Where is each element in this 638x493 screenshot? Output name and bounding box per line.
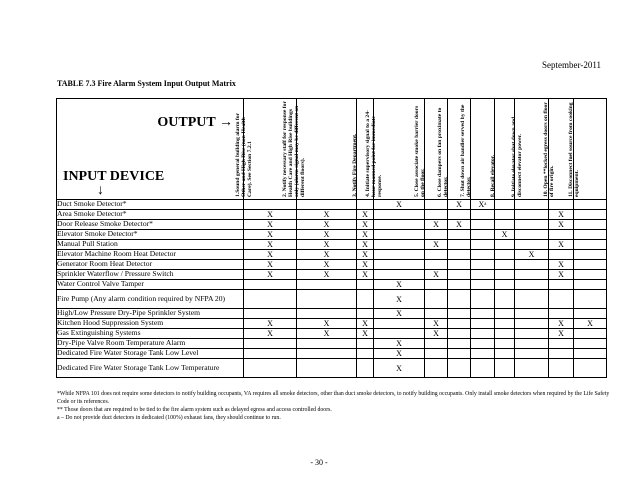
matrix-cell: X: [425, 240, 448, 250]
column-header-label: 11. Disconnect fuel source from cooking equipment.: [568, 102, 580, 197]
matrix-cell: [471, 319, 495, 329]
matrix-cell: [425, 210, 448, 220]
matrix-cell: [495, 220, 515, 230]
matrix-cell: [297, 339, 357, 349]
matrix-cell: X: [425, 329, 448, 339]
matrix-cell: [374, 220, 425, 230]
matrix-cell: X: [549, 210, 574, 220]
matrix-cell: X: [574, 319, 607, 329]
matrix-cell: [515, 220, 549, 230]
matrix-cell: X: [549, 329, 574, 339]
matrix-cell: X: [244, 270, 297, 280]
matrix-cell: [448, 280, 471, 290]
matrix-cell: [574, 349, 607, 359]
table-row: [57, 230, 607, 240]
matrix-cell: [549, 200, 574, 210]
matrix-cell: [471, 359, 495, 378]
column-header-label: 5. Close associate smoke barrier doors on the floor.: [414, 105, 426, 197]
matrix-cell: [374, 319, 425, 329]
column-header-label: 10. Open **locked egress doors on floor of fire origin.: [543, 102, 555, 197]
row-label: Water Control Valve Tamper: [57, 280, 244, 290]
matrix-cell: [574, 329, 607, 339]
matrix-cell: [515, 210, 549, 220]
row-label: Dedicated Fire Water Storage Tank Low Level: [57, 349, 244, 359]
matrix-cell: [425, 309, 448, 319]
matrix-cell: X: [297, 250, 357, 260]
matrix-cell: X: [448, 220, 471, 230]
matrix-cell: [549, 309, 574, 319]
matrix-cell: [495, 309, 515, 319]
matrix-cell: [448, 240, 471, 250]
matrix-cell: [471, 309, 495, 319]
matrix-cell: [495, 319, 515, 329]
table-row: [57, 220, 607, 230]
row-label: Elevator Machine Room Heat Detector: [57, 250, 244, 260]
matrix-cell: [374, 240, 425, 250]
matrix-cell: X: [357, 220, 374, 230]
matrix-cell: [471, 270, 495, 280]
matrix-cell: [515, 240, 549, 250]
matrix-cell: [297, 359, 357, 378]
matrix-cell: [297, 309, 357, 319]
matrix-cell: X: [244, 230, 297, 240]
matrix-cell: X: [425, 270, 448, 280]
matrix-cell: [515, 260, 549, 270]
matrix-cell: [357, 339, 374, 349]
matrix-cell: [448, 230, 471, 240]
matrix-cell: X: [374, 309, 425, 319]
matrix-cell: [515, 329, 549, 339]
matrix-cell: [471, 349, 495, 359]
matrix-cell: [495, 200, 515, 210]
matrix-cell: [244, 200, 297, 210]
table-row: [57, 290, 607, 309]
matrix-cell: [574, 280, 607, 290]
table-row: [57, 280, 607, 290]
column-header-label: 1.Sound general building alarm for Other and High Rise (non-Health Care). See Section 7.2.1: [235, 113, 253, 197]
matrix-cell: [244, 359, 297, 378]
matrix-cell: [471, 290, 495, 309]
matrix-cell: [574, 260, 607, 270]
matrix-cell: X: [297, 270, 357, 280]
matrix-cell: [549, 230, 574, 240]
matrix-cell: [471, 280, 495, 290]
matrix-cell: X: [374, 290, 425, 309]
matrix-cell: [574, 220, 607, 230]
column-header-row: [57, 99, 607, 200]
column-header-label: 3. Notify Fire Department.: [352, 133, 358, 197]
row-label: High/Low Pressure Dry-Pipe Sprinkler System: [57, 309, 244, 319]
matrix-cell: [574, 240, 607, 250]
matrix-cell: [515, 349, 549, 359]
matrix-cell: [549, 349, 574, 359]
matrix-cell: X: [297, 260, 357, 270]
matrix-cell: [425, 339, 448, 349]
table-row: [57, 339, 607, 349]
matrix-cell: X: [244, 260, 297, 270]
matrix-cell: X: [297, 329, 357, 339]
table-row: [57, 250, 607, 260]
matrix-cell: X: [357, 240, 374, 250]
matrix-cell: [471, 329, 495, 339]
column-header-label: 6. Close dampers on fan proximate to detector.: [437, 107, 449, 197]
matrix-cell: [448, 260, 471, 270]
matrix-cell: [495, 240, 515, 250]
row-label: Area Smoke Detector*: [57, 210, 244, 220]
matrix-cell: [374, 329, 425, 339]
matrix-cell: [425, 260, 448, 270]
matrix-cell: [515, 230, 549, 240]
matrix-cell: X: [357, 250, 374, 260]
matrix-cell: Xᵃ: [471, 200, 495, 210]
matrix-cell: [574, 210, 607, 220]
matrix-cell: [448, 319, 471, 329]
matrix-cell: [549, 339, 574, 349]
matrix-body: [57, 200, 607, 378]
matrix-cell: [549, 359, 574, 378]
matrix-cell: [374, 260, 425, 270]
table-row: [57, 270, 607, 280]
matrix-cell: X: [244, 250, 297, 260]
matrix-cell: [425, 290, 448, 309]
matrix-cell: [448, 329, 471, 339]
matrix-cell: [425, 359, 448, 378]
matrix-cell: [495, 359, 515, 378]
row-label: Sprinkler Waterflow / Pressure Switch: [57, 270, 244, 280]
matrix-cell: X: [244, 220, 297, 230]
matrix-cell: [574, 290, 607, 309]
matrix-cell: [515, 319, 549, 329]
matrix-cell: [471, 220, 495, 230]
matrix-cell: [471, 230, 495, 240]
matrix-cell: [495, 270, 515, 280]
row-label: Kitchen Hood Suppression System: [57, 319, 244, 329]
matrix-cell: [549, 280, 574, 290]
matrix-cell: [374, 230, 425, 240]
matrix-cell: X: [357, 319, 374, 329]
matrix-cell: [448, 210, 471, 220]
footnote-3: a – Do not provide duct detectors in dedicated (100%) exhaust fans, they should continue to run.: [57, 415, 281, 421]
table-row: [57, 200, 607, 210]
matrix-cell: [471, 210, 495, 220]
row-label: Elevator Smoke Detector*: [57, 230, 244, 240]
down-arrow-icon: ↓: [97, 183, 104, 198]
matrix-cell: X: [549, 319, 574, 329]
matrix-cell: X: [357, 230, 374, 240]
matrix-cell: [448, 359, 471, 378]
row-label: Duct Smoke Detector*: [57, 200, 244, 210]
matrix-cell: X: [374, 339, 425, 349]
matrix-cell: [244, 349, 297, 359]
matrix-cell: X: [244, 319, 297, 329]
matrix-cell: [357, 309, 374, 319]
footnote-2: ** Those doors that are required to be tied to the fire alarm system such as delayed egress and access controlled doors.: [57, 407, 332, 413]
row-label: Dry-Pipe Valve Room Temperature Alarm: [57, 339, 244, 349]
matrix-cell: X: [244, 210, 297, 220]
matrix-cell: X: [244, 240, 297, 250]
matrix-cell: X: [357, 260, 374, 270]
matrix-cell: [448, 309, 471, 319]
matrix-cell: [574, 359, 607, 378]
matrix-cell: [297, 349, 357, 359]
row-label: Dedicated Fire Water Storage Tank Low Temperature: [57, 359, 244, 378]
matrix-cell: X: [244, 329, 297, 339]
matrix-cell: [357, 290, 374, 309]
matrix-cell: [357, 200, 374, 210]
matrix-cell: [574, 250, 607, 260]
matrix-cell: X: [448, 200, 471, 210]
matrix-cell: [448, 339, 471, 349]
matrix-cell: [425, 250, 448, 260]
input-output-matrix-table: [56, 98, 607, 378]
matrix-cell: X: [374, 280, 425, 290]
column-header-2: [282, 99, 357, 200]
table-row: [57, 349, 607, 359]
matrix-cell: [297, 290, 357, 309]
row-label: Fire Pump (Any alarm condition required by NFPA 20): [57, 290, 244, 309]
matrix-cell: X: [495, 230, 515, 240]
matrix-cell: [448, 270, 471, 280]
table-row: [57, 210, 607, 220]
matrix-cell: [515, 280, 549, 290]
row-label: Door Release Smoke Detector*: [57, 220, 244, 230]
matrix-cell: [448, 250, 471, 260]
matrix-cell: [244, 339, 297, 349]
matrix-cell: [357, 359, 374, 378]
matrix-cell: [297, 280, 357, 290]
matrix-cell: [495, 260, 515, 270]
matrix-cell: [495, 210, 515, 220]
row-label: Generator Room Heat Detector: [57, 260, 244, 270]
matrix-cell: [515, 359, 549, 378]
matrix-cell: [574, 309, 607, 319]
matrix-cell: [471, 250, 495, 260]
matrix-cell: X: [357, 329, 374, 339]
matrix-cell: [297, 200, 357, 210]
matrix-cell: [374, 250, 425, 260]
matrix-cell: [515, 200, 549, 210]
matrix-cell: X: [357, 210, 374, 220]
matrix-cell: [425, 349, 448, 359]
row-label: Manual Pull Station: [57, 240, 244, 250]
column-header-label: 9. Initiate elevator shut down and disconnect elevator power.: [511, 116, 523, 197]
matrix-cell: X: [425, 220, 448, 230]
matrix-cell: X: [549, 240, 574, 250]
matrix-cell: [357, 280, 374, 290]
matrix-cell: [495, 290, 515, 309]
matrix-cell: [515, 309, 549, 319]
matrix-cell: [425, 280, 448, 290]
table-row: [57, 240, 607, 250]
header-date: September-2011: [542, 60, 601, 70]
matrix-cell: [549, 250, 574, 260]
row-label: Gas Extinguishing Systems: [57, 329, 244, 339]
matrix-cell: [471, 260, 495, 270]
matrix-cell: [574, 270, 607, 280]
matrix-cell: X: [515, 250, 549, 260]
matrix-cell: X: [549, 220, 574, 230]
table-row: [57, 329, 607, 339]
matrix-cell: [357, 349, 374, 359]
matrix-cell: [495, 339, 515, 349]
column-header-11: [568, 99, 607, 200]
matrix-corner: [57, 99, 244, 200]
matrix-cell: [425, 200, 448, 210]
matrix-cell: [515, 270, 549, 280]
column-header-label: 7. Shut down air handler served by the detector.: [460, 104, 472, 197]
matrix-cell: [574, 200, 607, 210]
footnote-1: *While NFPA 101 does not require some detectors to notify building occupants, VA requires all smoke detectors, other than duct smoke detectors, to notify building occupants. Only install smoke detectors when required by the Life Safety Code or its references.: [57, 391, 610, 405]
matrix-cell: X: [297, 210, 357, 220]
matrix-cell: [495, 280, 515, 290]
footnotes: [57, 390, 617, 422]
table-row: [57, 319, 607, 329]
column-header-label: 4. Initiate supervisory signal to a 24-hour manned point for immediate response.: [365, 110, 383, 197]
matrix-cell: [515, 290, 549, 309]
matrix-cell: [574, 230, 607, 240]
matrix-cell: X: [374, 359, 425, 378]
matrix-cell: [495, 250, 515, 260]
matrix-cell: [425, 230, 448, 240]
matrix-cell: [495, 349, 515, 359]
page-number: - 30 -: [310, 458, 328, 467]
matrix-cell: X: [374, 200, 425, 210]
matrix-cell: X: [357, 270, 374, 280]
table-row: [57, 260, 607, 270]
matrix-cell: X: [549, 270, 574, 280]
matrix-cell: [471, 339, 495, 349]
matrix-cell: X: [549, 260, 574, 270]
matrix-cell: [448, 349, 471, 359]
input-device-label: INPUT DEVICE: [63, 169, 165, 184]
output-label: OUTPUT →: [157, 115, 233, 130]
matrix-cell: X: [297, 240, 357, 250]
matrix-cell: X: [425, 319, 448, 329]
matrix-cell: [244, 290, 297, 309]
table-row: [57, 359, 607, 378]
matrix-cell: [574, 339, 607, 349]
matrix-cell: [448, 290, 471, 309]
matrix-cell: X: [374, 349, 425, 359]
column-header-label: 2. Notify necessary staff for response for Health Care and High Rise buildings only (alarm signal may be different on different floors).: [282, 101, 306, 197]
table-title: TABLE 7.3 Fire Alarm System Input Output Matrix: [57, 79, 236, 88]
column-header-label: 8. Recall elevator.: [490, 154, 496, 197]
matrix-cell: X: [297, 220, 357, 230]
matrix-cell: [471, 240, 495, 250]
matrix-cell: [244, 280, 297, 290]
matrix-cell: [374, 210, 425, 220]
matrix-cell: [374, 270, 425, 280]
table-row: [57, 309, 607, 319]
matrix-cell: [515, 339, 549, 349]
matrix-cell: X: [297, 319, 357, 329]
matrix-cell: [549, 290, 574, 309]
matrix-cell: X: [297, 230, 357, 240]
matrix-cell: [244, 309, 297, 319]
matrix-cell: [495, 329, 515, 339]
